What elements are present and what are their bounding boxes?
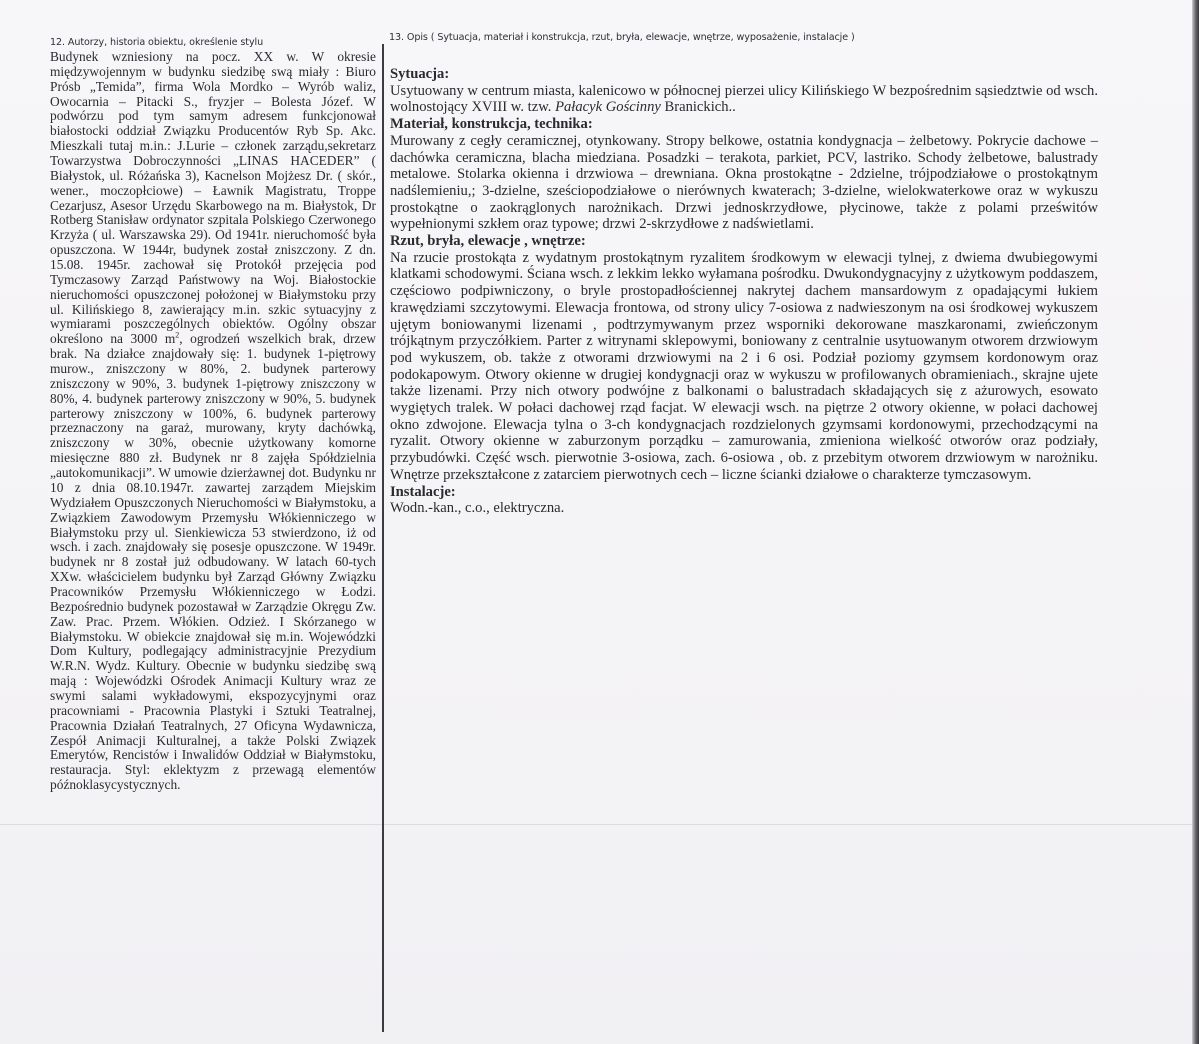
section-body-installations: Wodn.-kan., c.o., elektryczna. <box>390 500 565 517</box>
section-body-material: Murowany z cegły ceramicznej, otynkowany. Stropy belkowe, ostatnia kondygnacja – żelbetowy. Pokrycie dachowe – dachówka ceramiczna, blacha miedziana. Posadzki – terakota, parkiet, PCV, lastriko. Schody żelbetowe, balustrady metalowe. Stolarka okienna i drzwiowa – drewniana. Okna prostokątne - 2dzielne, trójpodziałowe o prostokątnym nadślemieniu,; 3-dzielne, sześciopodziałowe o nierównych kwaterach; 3-dzielne, wielokwaterkowe oraz w wykuszu prostokątne o zaokrąglonych narożnikach. Drzwi jednoskrzydłowe, płycinowe, także z polami prześwitów wypełnionymi szkłem oraz typowe; drzwi 2-skrzydłowe z nadświetlami. <box>390 132 1098 233</box>
area-superscript: 2 <box>175 330 180 340</box>
section-material <box>390 116 1098 233</box>
situation-text-end: Branickich.. <box>660 99 736 116</box>
history-text-part1: Budynek wzniesiony na pocz. XX w. W okresie międzywojennym w budynku siedzibę swą miały : Biuro Prósb „Temida”, firma Wola Mordko – Wyrób waliz, Owocarnia – Pitacki S., fryzjer – Bolesta Józef. W podwórzu pod tym samym adresem funkcjonował białostocki oddział Związku Producentów Ryb Sp. Akc. Mieszkali tutaj m.in.: J.Lurie – członek zarządu,sekretarz Towarzystwa Dobroczynności „LINAS HACEDER” ( Białystok, ul. Różańska 3), Kacnelson Mojżesz Dr. ( skór., wener., moczopłciowe) – Ławnik Magistratu, Troppe Cezarjusz, Asesor Urzędu Skarbowego na m. Białystok, Dr Rotberg Stanisław ordynator szpitala Polskiego Czerwonego Krzyża ( ul. Warszawska 29). Od 1941r. nieruchomość była opuszczona. W 1944r, budynek został zniszczony. Z dn. 15.08. 1945r. zachował się Protokół przejęcia pod Tymczasowy Zarząd Państwowy na Woj. Białostockie nieruchomości opuszczonej położonej w Białymstoku przy ul. Kilińskiego 8, zawierający m.in. szkic sytuacyjny z wymiarami poszczególnych obiektów. Ogólny obszar określono na 3000 m <box>50 49 376 347</box>
section-heading-situation: Sytuacja: <box>390 66 450 82</box>
situation-text: Usytuowany w centrum miasta, kalenicowo w północnej pierzei ulicy Kilińskiego W bezpośrednim sąsiedztwie od wsch. wolnostojący XVIII w. tzw. <box>390 82 1098 116</box>
scanner-edge-shadow <box>1192 0 1199 1044</box>
section-13-header: 13. Opis ( Sytuacja, materiał i konstrukcja, rzut, bryła, elewacje, wnętrze, wyposażenie, instalacje ) <box>389 32 855 43</box>
history-text-part2: , ogrodzeń wszelkich brak, drzew brak. Na działce znajdowały się: 1. budynek 1-piętrowy murow., zniszczony w 80%, 2. budynek parterowy zniszczony w 90%, 3. budynek 1-piętrowy zniszczony w 80%, 4. budynek parterowy zniszczony w 90%, 5. budynek parterowy zniszczony w 100%, 6. budynek parterowy przeznaczony na garaż, murowany, kryty dachówką, zniszczony w 30%, obecnie użytkowany komorne miesięczne 880 zł. Budynek nr 8 zajęła Spółdzielnia „autokomunikacji”. W umowie dzierżawnej dot. Budynku nr 10 z dnia 08.10.1947r. zawartej zarządem Miejskim Wydziałem Opuszczonych Nieruchomości w Białymstoku, a Związkiem Zawodowym Przemysłu Włókienniczego w Białymstoku przy ul. Sienkiewicza 53 stwierdzono, iż od wsch. i zach. znajdowały się posesje opuszczone. W 1949r. budynek nr 8 został już odbudowany. W latach 60-tych XXw. właścicielem budynku był Zarząd Główny Związku Pracowników Przemysłu Włókienniczego w Łodzi. Bezpośrednio budynek pozostawał w Zarządzie Okręgu Zw. Zaw. Prac. Przem. Włókien. Odzież. I Skórzanego w Białymstoku. W obiekcie znajdował się m.in. Wojewódzki Dom Kultury, podlegający administracyjnie Prezydium W.R.N. Wydz. Kultury. Obecnie w budynku siedzibę swą mają : Wojewódzki Ośrodek Animacji Kultury wraz ze swymi salami wykładowymi, ekspozycyjnymi oraz pracowniami - Pracownia Plastyki i Sztuki Teatralnej, Pracownia Działań Teatralnych, 27 Oficyna Wydawnicza, Zespół Animacji Kulturalnej, a także Polski Związek Emerytów, Rencistów i Inwalidów Oddział w Białymstoku, restauracja. Styl: eklektyzm z przewagą elementów późnoklasycystycznych. <box>50 331 377 793</box>
section-heading-installations: Instalacje: <box>390 483 456 500</box>
section-body-situation <box>390 83 1098 116</box>
section-situation <box>390 66 1098 116</box>
section-heading-plan: Rzut, bryła, elewacje , wnętrze: <box>390 233 586 250</box>
palace-name: Pałacyk Gościnny <box>555 99 661 116</box>
section-heading-material: Materiał, konstrukcja, technika: <box>390 116 593 133</box>
section-12-header: 12. Autorzy, historia obiektu, określenie stylu <box>50 37 264 48</box>
paper-fold-line <box>0 824 1192 825</box>
history-text-block <box>50 50 376 793</box>
description-text-block <box>390 66 1098 517</box>
section-installations <box>390 484 1098 517</box>
column-divider <box>382 44 384 1032</box>
section-plan <box>390 233 1098 484</box>
section-body-plan: Na rzucie prostokąta z wydatnym prostokątnym ryzalitem środkowym w elewacji tylnej, z dwiema dwubiegowymi klatkami schodowymi. Ściana wsch. z lekkim lekko wyłamana pośrodku. Dwukondygnacyjny z użytkowym poddaszem, częściowo podpiwniczony, o bryle prostopadłościennej nakrytej dachem mansardowym z opadającymi łukiem krawędziami szczytowymi. Elewacja frontowa, od strony ulicy 7-osiowa z nadwieszonym na osi środkowej wykuszem ujętym boniowanymi lizenami , podtrzymywanym przez wsporniki dekorowane maszkaronami, zwieńczonym trójkątnym przyczółkiem. Parter z witrynami sklepowymi, boniowany z centralnie usytuowanym otworem drzwiowym pod wykuszem, ob. także z otworami drzwiowymi na 2 i 6 osi. Podział poziomy gzymsem kordonowym oraz podokapowym. Otwory okienne w drugiej kondygnacji oraz w wykuszu w profilowanych obramieniach., skrajne ujete także lizenami. Przy nich otwory podwójne z balkonami o balustradach składających się z ażurowych, esowato wygiętych tralek. W połaci dachowej rząd facjat. W elewacji wsch. na piętrze 2 otwory okienne, w połaci dachowej okno zdwojone. Elewacja tylna o 3-ch kondygnacjach rozdzielonych gzymsami kordonowymi, przechodzącymi na ryzalit. Otwory okienne w zaburzonym porządku – zamurowania, zmieniona wielkość otworów oraz podziały, przybudówki. Część wsch. pierwotnie 3-osiowa, zach. 6-osiowa , ob. z przebitym otworem drzwiowym w narożniku. Wnętrze przekształcone z zatarciem pierwotnych cech – liczne ścianki działowe o charakterze tymczasowym. <box>390 249 1098 483</box>
